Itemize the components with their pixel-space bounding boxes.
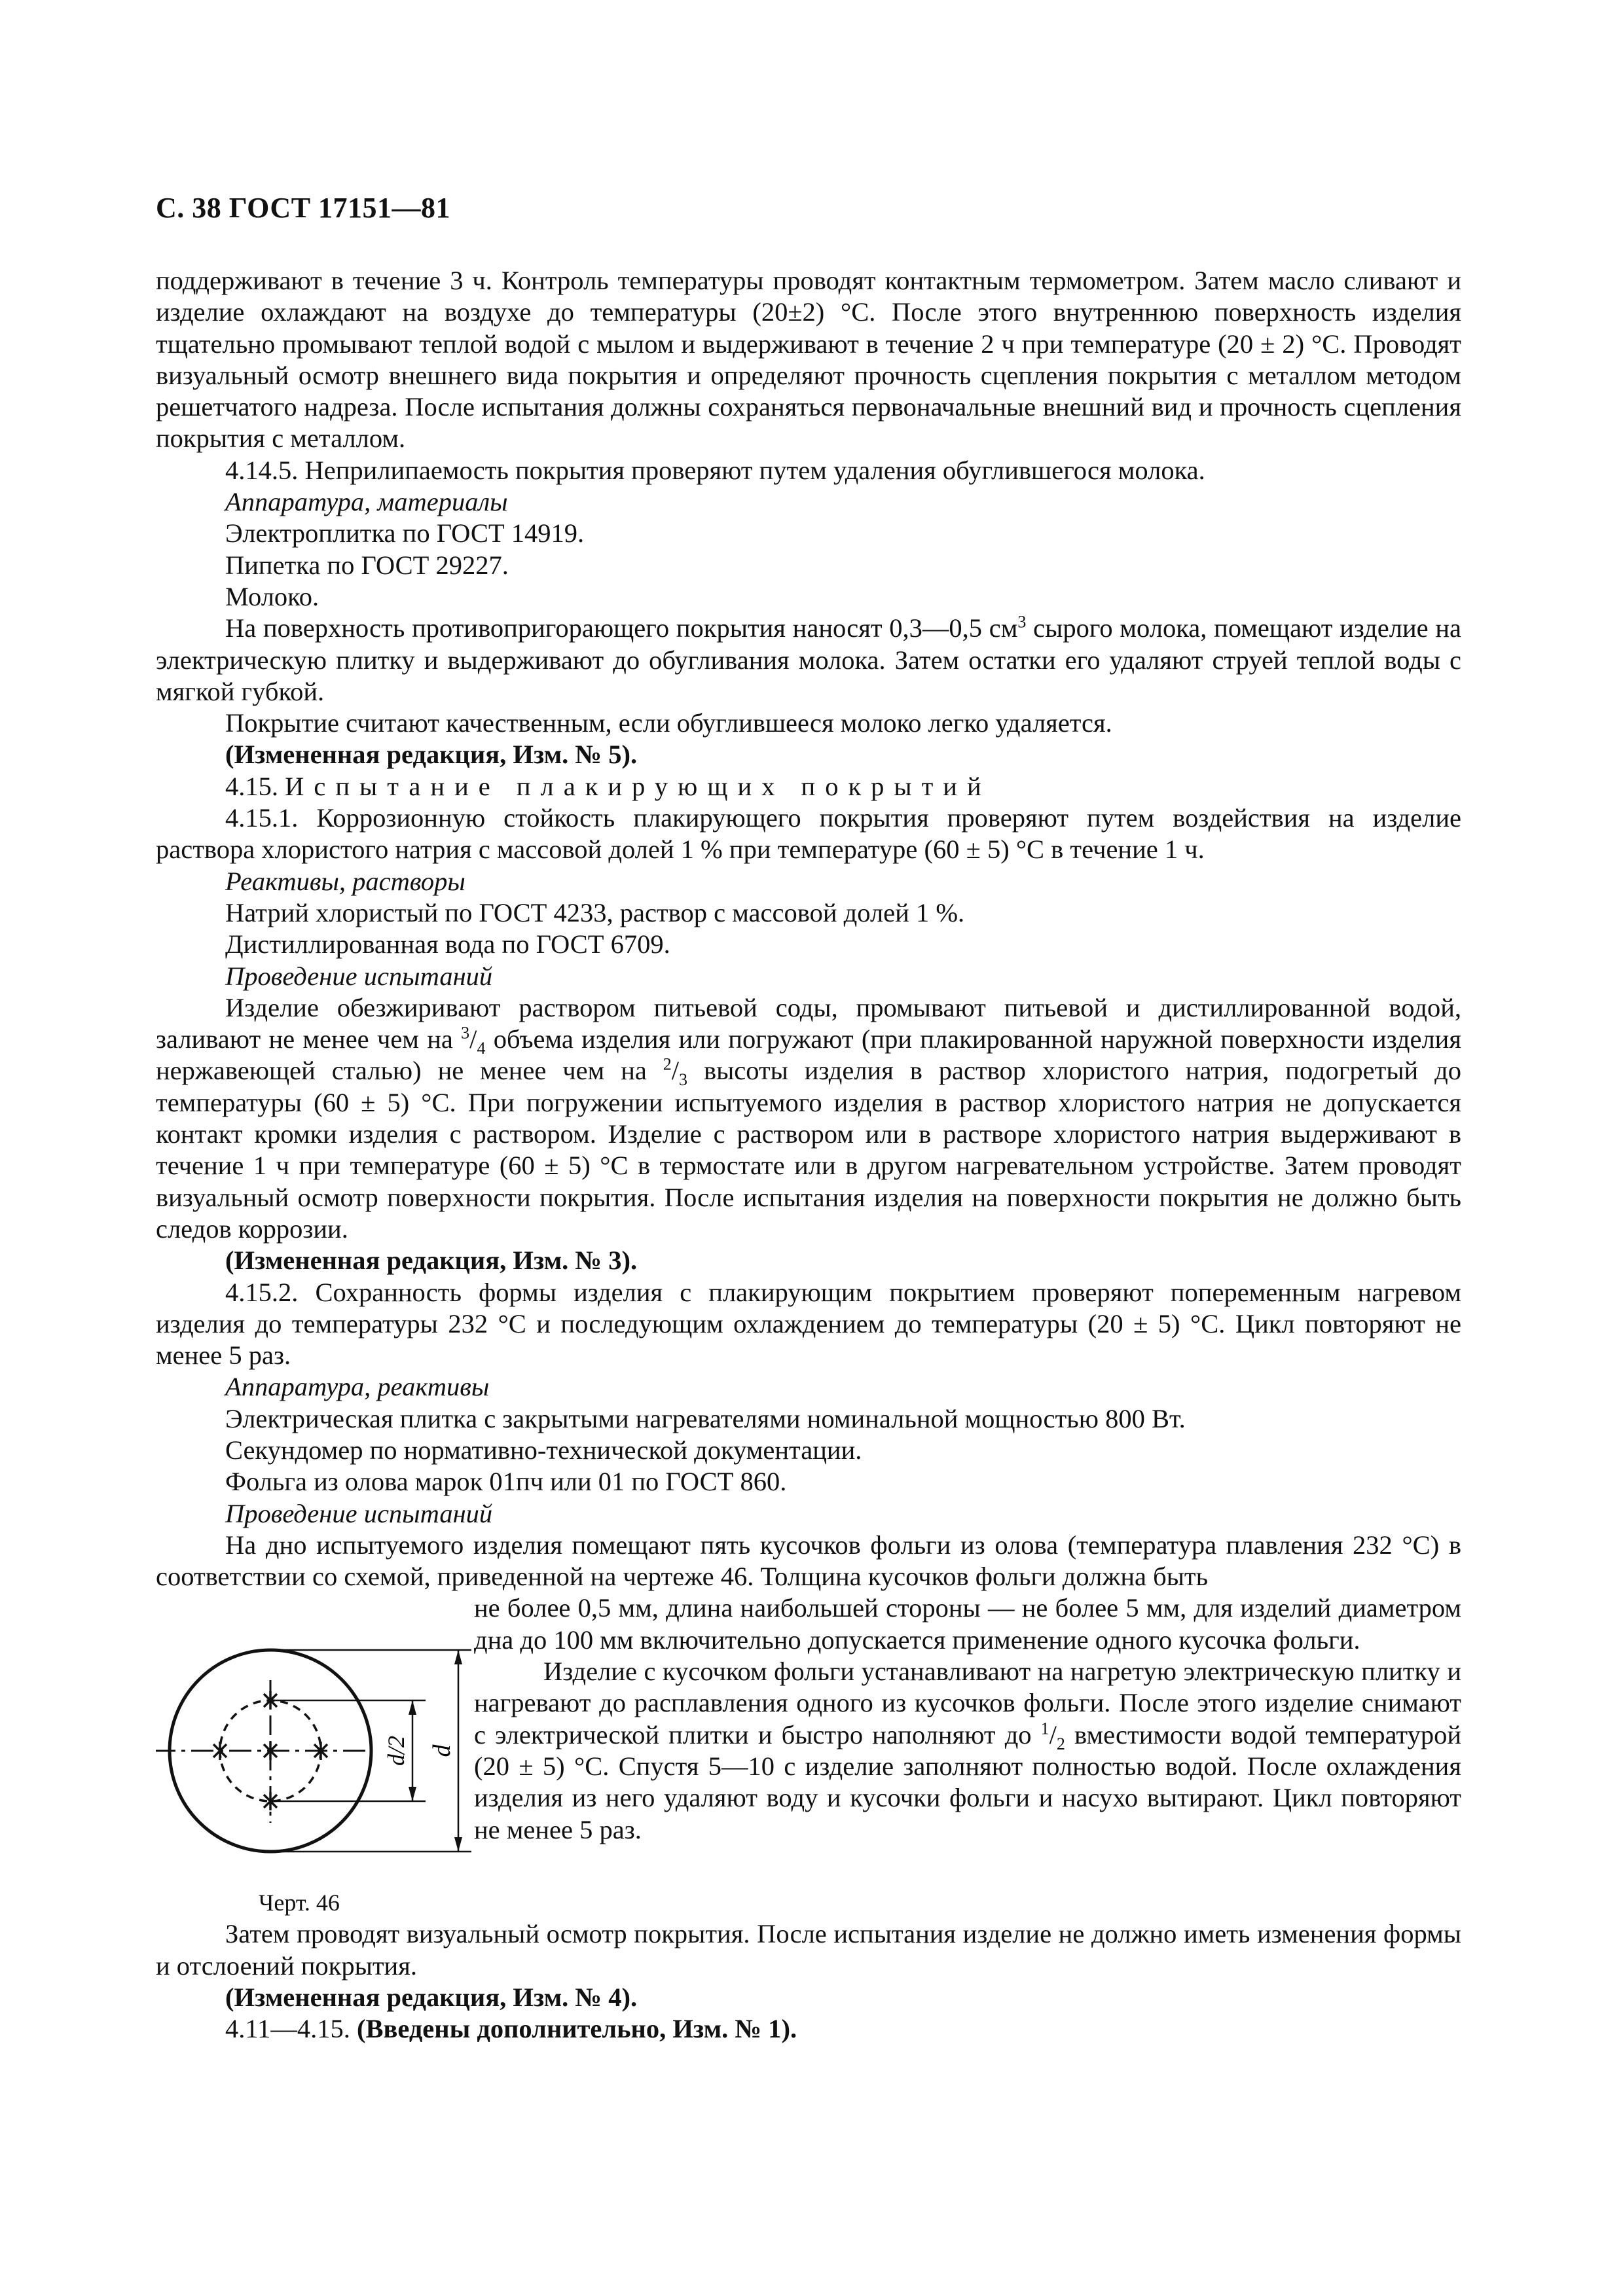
figure-side-text	[474, 1592, 1461, 1845]
foil-mark-left	[213, 1742, 227, 1760]
amendment-note: (Измененная редакция, Изм. № 4).	[225, 1982, 638, 2013]
paragraph: Изделие с кусочком фольги устанавливают на нагретую электрическую плитку и нагревают до расплавления одного из кусочков фольги. После этого изделие снимают с электрической плитки и быстро наполняют до $^1/_2$ вместимости водой температурой (20 ± 5) °С. Спустя 5—10 с изделие заполняют полностью водой. После охлаждения изделия из него удаляют воду и кусочки фольги и насухо вытирают. Цикл повторяют не менее 5 раз.	[474, 1657, 1462, 1844]
amendment-note: (Измененная редакция, Изм. № 5).	[225, 740, 638, 770]
figure-caption: Черт. 46	[259, 1890, 340, 1916]
paragraph: не более 0,5 мм, длина наибольшей стороны — не более 5 мм, для изделий диаметром дна до 100 мм включительно допускается применение одного кусочка фольги.	[474, 1593, 1461, 1655]
amendment-note: (Измененная редакция, Изм. № 3).	[225, 1246, 638, 1276]
arrowhead	[409, 1787, 416, 1801]
arrowhead	[454, 1837, 462, 1852]
list-item: Молоко.	[225, 581, 319, 611]
paragraph: На поверхность противопригорающего покрытия наносят 0,3—0,5 $см^3$ сырого молока, помещают изделие на электрическую плитку и выдерживают до обугливания молока. Затем остатки его удаляют струей теплой воды с мягкой губкой.	[156, 612, 1461, 706]
paragraph: Затем проводят визуальный осмотр покрытия. После испытания изделие не должно иметь изменения формы и отслоений покрытия.	[156, 1919, 1461, 1981]
subheading-reagents: Реактивы, растворы	[225, 866, 465, 896]
amendment-final: 4.11—4.15. (Введены дополнительно, Изм. № 1).	[225, 2014, 797, 2044]
section-4-15-heading: 4.15. Испытание плакирующих покрытий	[225, 771, 991, 801]
fraction-two-thirds: $^2/_3$	[663, 1054, 688, 1090]
figure-46	[156, 1592, 474, 1918]
paragraph: Покрытие считают качественным, если обуглившееся молоко легко удаляется.	[225, 708, 1112, 738]
clause-4-14-5: 4.14.5. Неприлипаемость покрытия проверяют путем удаления обуглившегося молока.	[225, 455, 1205, 485]
paragraph: На дно испытуемого изделия помещают пять кусочков фольги из олова (температура плавления 232 °С) в соответствии со схемой, приведенной на чертеже 46. Толщина кусочков фольги должна быть	[156, 1530, 1461, 1592]
paragraph-procedure: Изделие обезжиривают раствором питьевой соды, промывают питьевой и дистиллированной водой, заливают не менее чем на $^3/_4$ объема изделия или погружают (при плакированной наружной поверхности изделия нержавеющей сталью) не менее чем на $^2/_3$ высоты изделия в раствор хлористого натрия, подогретый до температуры (60 ± 5) °С. При погружении испытуемого изделия в раствор хлористого натрия не допускается контакт кромки изделия с раствором. Изделие с раствором или в растворе хлористого натрия выдерживают в течение 1 ч при температуре (60 ± 5) °С в термостате или в другом нагревательном устройстве. Затем проводят визуальный осмотр поверхности покрытия. После испытания изделия на поверхности покрытия не должно быть следов коррозии.	[156, 992, 1461, 1244]
list-item: Дистиллированная вода по ГОСТ 6709.	[225, 929, 670, 960]
subheading-procedure: Проведение испытаний	[225, 1498, 493, 1528]
clause-4-15-1: 4.15.1. Коррозионную стойкость плакирующего покрытия проверяют путем воздействия на изделие раствора хлористого натрия с массовой долей 1 % при температуре (60 ± 5) °С в течение 1 ч.	[156, 803, 1461, 865]
subheading-procedure: Проведение испытаний	[225, 961, 493, 991]
clause-4-15-2: 4.15.2. Сохранность формы изделия с плакирующим покрытием проверяют попеременным нагревом изделия до температуры 232 °С и последующим охлаждением до температуры (20 ± 5) °С. Цикл повторяют не менее 5 раз.	[156, 1277, 1461, 1371]
arrowhead	[454, 1650, 462, 1664]
superscript: 3	[1017, 612, 1027, 632]
label-half-d: d/2	[383, 1736, 409, 1767]
list-item: Секундомер по нормативно-технической документации.	[225, 1435, 862, 1465]
section-title-spaced: Испытание плакирующих покрытий	[285, 771, 991, 801]
foil-placement-diagram	[156, 1626, 474, 1886]
label-d: d	[428, 1744, 456, 1757]
figure-section	[156, 1592, 1461, 1918]
subheading-apparatus: Аппаратура, реактивы	[225, 1372, 490, 1402]
list-item: Фольга из олова марок 01пч или 01 по ГОСТ 860.	[225, 1467, 787, 1497]
document-body	[156, 265, 1461, 2045]
paragraph-continued: поддерживают в течение 3 ч. Контроль температуры проводят контактным термометром. Затем масло сливают и изделие охлаждают на воздухе до температуры (20±2) °С. После этого внутреннюю поверхность изделия тщательно промывают теплой водой с мылом и выдерживают в течение 2 ч при температуре (20 ± 2) °С. Проводят визуальный осмотр внешнего вида покрытия и определяют прочность сцепления покрытия с металлом методом решетчатого надреза. После испытания должны сохраняться первоначальные внешний вид и прочность сцепления покрытия с металлом.	[156, 266, 1461, 454]
list-item: Натрий хлористый по ГОСТ 4233, раствор с массовой долей 1 %.	[225, 897, 965, 927]
page-header: С. 38 ГОСТ 17151—81	[156, 192, 451, 224]
fraction-three-quarters: $^3/_4$	[461, 1023, 486, 1058]
fraction-one-half: $^1/_2$	[1040, 1719, 1065, 1753]
list-item: Пипетка по ГОСТ 29227.	[225, 550, 509, 580]
arrowhead	[409, 1700, 416, 1715]
list-item: Электроплитка по ГОСТ 14919.	[225, 518, 585, 548]
subheading-apparatus: Аппаратура, материалы	[225, 487, 508, 517]
list-item: Электрическая плитка с закрытыми нагревателями номинальной мощностью 800 Вт.	[225, 1403, 1186, 1433]
